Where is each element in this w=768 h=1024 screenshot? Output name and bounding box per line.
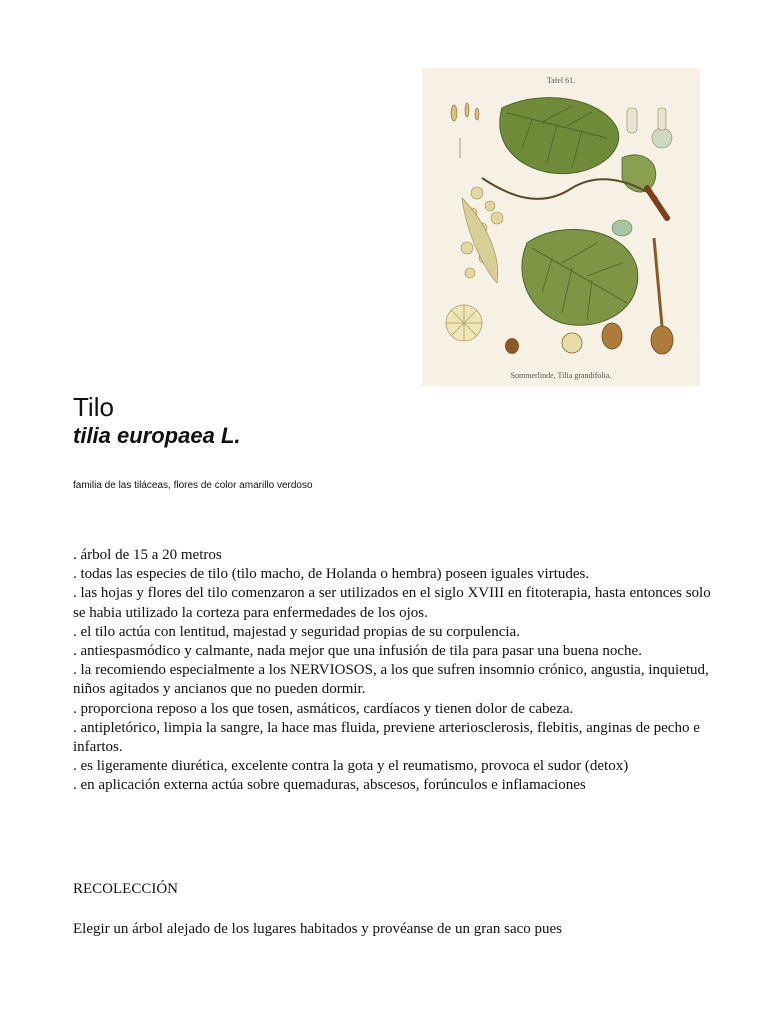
section-heading: RECOLECCIÓN — [73, 881, 178, 897]
page-title: Tilo — [73, 392, 114, 422]
list-item: . proporciona reposo a los que tosen, asmáticos, cardíacos y tienen dolor de cabeza. — [73, 700, 574, 717]
flower-details — [451, 103, 479, 158]
leaf-bottom — [522, 229, 638, 325]
cross-section — [612, 220, 632, 236]
list-item: . es ligeramente diurética, excelente contra la gota y el reumatismo, provoca el sudor (detox) — [73, 758, 629, 775]
botanical-illustration — [422, 68, 700, 386]
list-item: . el tilo actúa con lentitud, majestad y seguridad propias de su corpulencia. — [73, 623, 520, 640]
properties-list — [73, 546, 713, 796]
section-text: Elegir un árbol alejado de los lugares habitados y provéanse de un gran saco pues — [73, 921, 563, 937]
list-item: . árbol de 15 a 20 metros — [73, 547, 222, 563]
plate-caption: Sommerlinde, Tilia grandifolia. — [510, 371, 612, 380]
family-note: familia de las tiláceas, flores de color amarillo verdoso — [73, 480, 313, 491]
list-item: . las hojas y flores del tilo comenzaron a ser utilizados en el siglo XVIII en fitoterapia, hasta entonces solo se habia utilizado la corteza para enfermedades de los ojos. — [73, 585, 711, 621]
pistil-detail — [627, 108, 672, 148]
linden-plate-drawing — [422, 68, 700, 386]
list-item: . todas las especies de tilo (tilo macho, de Holanda o hembra) poseen iguales virtudes. — [73, 566, 590, 583]
list-item: . en aplicación externa actúa sobre quemaduras, abscesos, forúnculos e inflamaciones — [73, 777, 586, 794]
flower-diagram — [446, 305, 482, 341]
list-item: . la recomiendo especialmente a los NERVIOSOS, a los que sufren insomnio crónico, angustia, inquietud, niños agitados y ancianos que no pueden dormir. — [73, 662, 709, 698]
list-item: . antipletórico, limpia la sangre, la hace mas fluida, previene arteriosclerosis, flebitis, anginas de pecho e infartos. — [73, 719, 700, 756]
list-item: . antiespasmódico y calmante, nada mejor que una infusión de tila para pasar una buena noche. — [73, 643, 642, 660]
leaf-small — [622, 155, 656, 192]
leaf-top — [500, 98, 619, 174]
scientific-name: tilia europaea L. — [73, 423, 241, 448]
plate-label: Tafel 61. — [546, 76, 576, 85]
